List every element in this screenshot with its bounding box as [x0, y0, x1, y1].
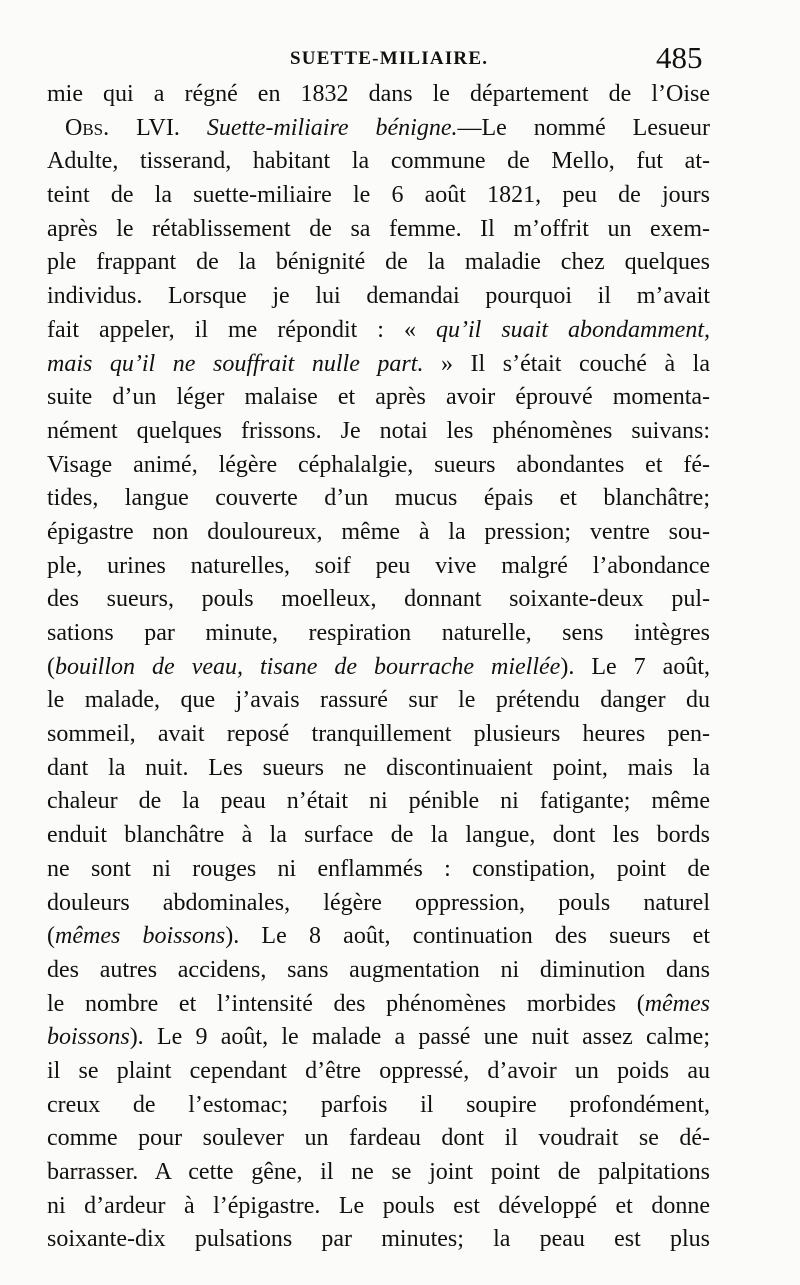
text-segment: enduit blanchâtre à la surface de la langue, dont les bords — [47, 822, 710, 849]
text-segment: épigastre non douloureux, même à la pression; ventre sou- — [47, 518, 710, 545]
text-segment: sations par minute, respiration naturelle, sens intègres — [47, 620, 710, 646]
text-line — [47, 348, 710, 382]
text-line — [47, 1055, 710, 1089]
text-line — [47, 550, 710, 584]
text-line — [47, 853, 710, 887]
text-segment: soixante-dix pulsations par minutes; la peau est plus — [47, 1226, 710, 1253]
text-segment: le malade, que j’avais rassuré sur le prétendu danger du — [47, 687, 710, 714]
text-segment: creux de l’estomac; parfois il soupire profondément, — [47, 1091, 710, 1118]
text-line — [47, 179, 710, 213]
text-line — [47, 920, 710, 954]
text-line — [47, 381, 710, 415]
text-segment: comme pour soulever un fardeau dont il voudrait se dé- — [47, 1125, 710, 1152]
text-segment: douleurs abdominales, légère oppression, pouls naturel — [47, 889, 710, 916]
running-title: SUETTE-MILIAIRE. — [290, 48, 489, 69]
text-line — [47, 280, 710, 314]
text-segment: ne sont ni rouges ni enflammés : constipation, point de — [47, 855, 710, 882]
italic-text: boissons — [47, 1024, 130, 1051]
text-line — [47, 651, 710, 685]
text-line — [47, 954, 710, 988]
text-segment: tides, langue couverte d’un mucus épais et blanchâtre; — [47, 485, 710, 512]
italic-text: qu’il suait abondamment, — [435, 316, 710, 343]
text-line — [47, 112, 710, 146]
text-segment: ). Le 7 août, — [560, 653, 711, 680]
text-line — [47, 314, 710, 348]
text-line — [47, 213, 710, 247]
text-segment: dant la nuit. Les sueurs ne discontinuaient point, mais la — [47, 754, 710, 781]
text-line — [47, 1089, 710, 1123]
text-segment: ( — [47, 653, 55, 680]
text-line — [47, 718, 710, 752]
text-line — [47, 1122, 710, 1156]
text-segment: » Il s’était couché à la — [423, 350, 711, 377]
text-line — [47, 684, 710, 718]
text-segment: nément quelques frissons. Je notai les phénomènes suivans: — [47, 417, 710, 444]
text-line — [47, 1021, 710, 1055]
text-segment: Visage animé, légère céphalalgie, sueurs abondantes et fé- — [47, 451, 710, 478]
text-segment: après le rétablissement de sa femme. Il m’offrit un exem- — [47, 215, 710, 242]
text-segment: des autres accidens, sans augmentation ni diminution dans — [47, 956, 710, 983]
text-line — [47, 145, 710, 179]
italic-text: bouillon de veau, tisane de bourrache miellée — [55, 653, 561, 680]
text-segment: mie qui a régné en 1832 dans le département de l’Oise — [47, 81, 710, 107]
text-line — [47, 752, 710, 786]
text-line — [47, 1156, 710, 1190]
text-line — [47, 78, 710, 112]
text-line — [47, 449, 710, 483]
text-line — [47, 617, 710, 651]
text-line — [47, 1223, 710, 1257]
text-line — [47, 583, 710, 617]
text-segment: —Le nommé Lesueur — [457, 114, 710, 141]
text-segment: ni d’ardeur à l’épigastre. Le pouls est développé et donne — [47, 1192, 710, 1219]
page-number: 485 — [656, 40, 703, 75]
text-segment: chaleur de la peau n’était ni pénible ni fatigante; même — [47, 788, 710, 815]
text-segment — [180, 115, 207, 141]
text-segment: ple, urines naturelles, soif peu vive malgré l’abondance — [47, 552, 710, 579]
text-segment: ( — [47, 923, 55, 950]
running-head — [0, 40, 800, 80]
text-line — [47, 516, 710, 550]
text-segment: teint de la suette-miliaire le 6 août 1821, peu de jours — [47, 182, 710, 209]
text-line — [47, 482, 710, 516]
italic-text: mais qu’il ne souffrait nulle part. — [47, 350, 424, 377]
text-line — [47, 246, 710, 280]
text-segment: des sueurs, pouls moelleux, donnant soixante-deux pul- — [47, 586, 710, 613]
text-segment: barrasser. A cette gêne, il ne se joint point de palpitations — [47, 1159, 710, 1185]
italic-text: mêmes boissons — [55, 923, 226, 950]
text-line — [47, 988, 710, 1022]
text-segment: le nombre et l’intensité des phénomènes morbides ( — [47, 990, 645, 1017]
text-line — [47, 887, 710, 921]
italic-text: mêmes — [644, 990, 710, 1017]
text-segment: ). Le 8 août, continuation des sueurs et — [225, 923, 710, 950]
text-line — [47, 1190, 710, 1224]
text-segment: sommeil, avait reposé tranquillement plusieurs heures pen- — [47, 721, 710, 748]
text-segment: il se plaint cependant d’être oppressé, d’avoir un poids au — [47, 1057, 710, 1084]
text-line — [47, 819, 710, 853]
observation-label: Obs. LVI. — [65, 114, 180, 141]
text-line — [47, 785, 710, 819]
text-segment: individus. Lorsque je lui demandai pourquoi il m’avait — [47, 283, 710, 310]
text-segment: ple frappant de la bénignité de la maladie chez quelques — [47, 249, 710, 276]
text-segment: ). Le 9 août, le malade a passé une nuit assez calme; — [129, 1024, 710, 1051]
text-segment: fait appeler, il me répondit : « — [47, 316, 436, 343]
text-segment: Adulte, tisserand, habitant la commune de Mello, fut at- — [47, 148, 710, 175]
text-segment: suite d’un léger malaise et après avoir éprouvé momenta- — [47, 384, 710, 411]
text-line — [47, 415, 710, 449]
italic-text: Suette-miliaire bénigne. — [206, 114, 458, 141]
body-text — [47, 78, 710, 1257]
